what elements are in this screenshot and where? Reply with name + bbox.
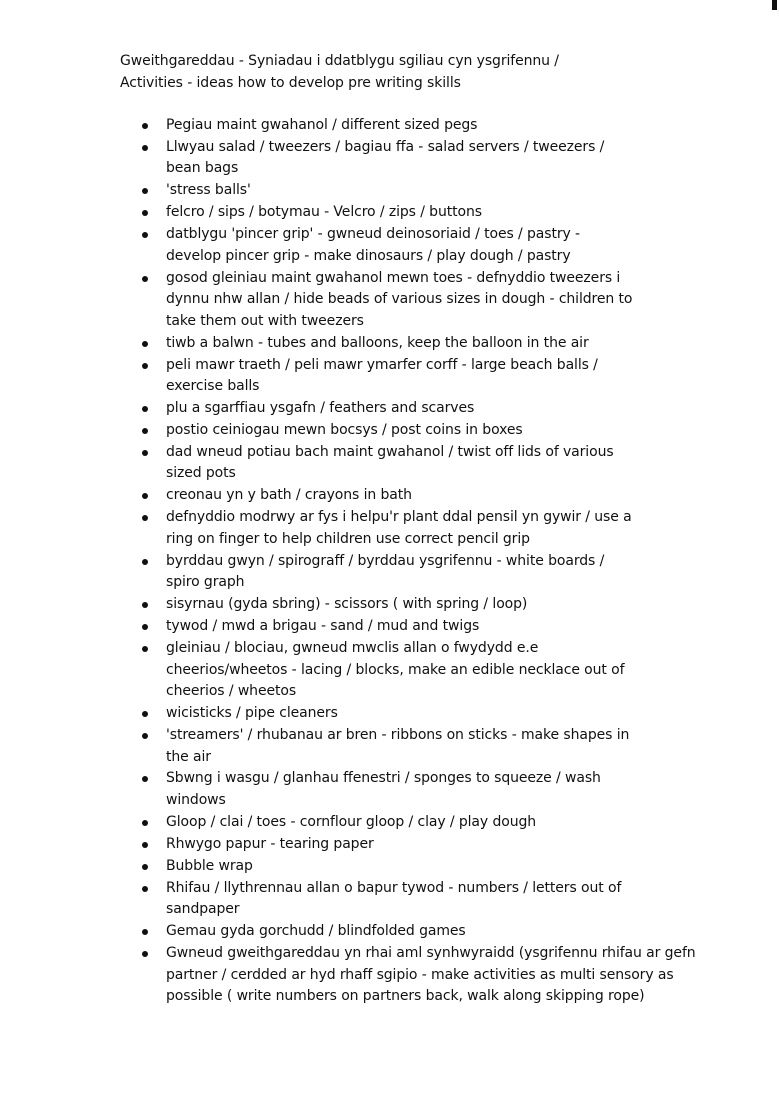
bullet-icon [142,951,148,957]
activity-list-item [138,268,728,333]
bullet-icon [142,493,148,499]
activity-text-line: wicisticks / pipe cleaners [166,705,338,722]
activity-text-line: exercise balls [166,378,260,395]
activity-text-line: postio ceiniogau mewn bocsys / post coins in boxes [166,421,523,438]
activity-text-line: bean bags [166,160,239,177]
activity-text-line: Llwyau salad / tweezers / bagiau ffa - salad servers / tweezers / [166,138,605,155]
activity-text-line: defnyddio modrwy ar fys i helpu'r plant ddal pensil yn gywir / use a [166,509,632,526]
bullet-icon [142,406,148,412]
bullet-icon [142,624,148,630]
activity-list-item [138,333,728,355]
activity-text-line: Rhwygo papur - tearing paper [166,835,374,852]
bullet-icon [142,646,148,652]
bullet-icon [142,711,148,717]
activity-list-item [138,355,728,398]
bullet-icon [142,602,148,608]
bullet-icon [142,145,148,151]
activity-text-line: gosod gleiniau maint gwahanol mewn toes - defnyddio tweezers i [166,269,621,286]
activity-list-item [138,420,728,442]
activity-list-item [138,943,728,1008]
activity-text-line: take them out with tweezers [166,312,364,329]
activity-list-item [138,180,728,202]
activity-text-line: tiwb a balwn - tubes and balloons, keep the balloon in the air [166,334,589,351]
activity-text-line: plu a sgarffiau ysgafn / feathers and scarves [166,400,475,417]
bullet-icon [142,341,148,347]
document-heading [120,50,740,94]
activity-list-item [138,725,728,768]
activity-list-item [138,137,728,180]
activity-text-line: gleiniau / blociau, gwneud mwclis allan o fwydydd e.e [166,640,539,656]
bullet-icon [142,363,148,369]
activity-text-line: sized pots [166,465,236,482]
activity-text-line: partner / cerdded ar hyd rhaff sgipio - make activities as multi sensory as [166,966,674,983]
activity-list-item [138,507,728,550]
bullet-icon [142,886,148,892]
bullet-icon [142,276,148,282]
activity-text-line: possible ( write numbers on partners back, walk along skipping rope) [166,988,645,1005]
activity-text-line: Gloop / clai / toes - cornflour gloop / clay / play dough [166,813,537,830]
activity-text-line: datblygu 'pincer grip' - gwneud deinosoriaid / toes / pastry - [166,226,580,243]
activity-text-line: 'streamers' / rhubanau ar bren - ribbons on sticks - make shapes in [166,726,630,743]
activity-list-item [138,224,728,267]
activity-text-line: Gwneud gweithgareddau yn rhai aml synhwyraidd (ysgrifennu rhifau ar gefn [166,944,696,961]
activity-text-line: sisyrnau (gyda sbring) - scissors ( with spring / loop) [166,596,528,613]
activity-text-line: 'stress balls' [166,182,251,199]
bullet-icon [142,864,148,870]
activity-text-line: Bubble wrap [166,857,253,874]
activity-list-item [138,202,728,224]
activity-list-item [138,594,728,616]
activity-list-item [138,856,728,878]
activity-list-item [138,878,728,921]
activity-text-line: Pegiau maint gwahanol / different sized pegs [166,117,478,133]
activity-text-line: byrddau gwyn / spirograff / byrddau ysgrifennu - white boards / [166,552,605,569]
activity-text-line: peli mawr traeth / peli mawr ymarfer corff - large beach balls / [166,356,598,373]
activity-text-line: spiro graph [166,574,245,591]
bullet-icon [142,559,148,565]
activity-list-item [138,551,728,594]
activity-text-line: cheerios / wheetos [166,683,297,700]
activity-list-item [138,768,728,811]
activity-list-item [138,398,728,420]
activity-list-item [138,812,728,834]
activity-list-item [138,921,728,943]
bullet-icon [142,515,148,521]
bullet-icon [142,929,148,935]
activity-list-item [138,616,728,638]
activity-text-line: ring on finger to help children use correct pencil grip [166,530,530,547]
activity-text-line: tywod / mwd a brigau - sand / mud and twigs [166,618,480,635]
activity-text-line: windows [166,792,226,809]
bullet-icon [142,450,148,456]
scan-edge-mark [772,0,777,10]
bullet-icon [142,210,148,216]
bullet-icon [142,123,148,129]
bullet-icon [142,842,148,848]
heading-line-english: Activities - ideas how to develop pre writing skills [120,75,461,91]
activity-text-line: creonau yn y bath / crayons in bath [166,487,412,504]
activity-text-line: the air [166,748,211,765]
bullet-icon [142,820,148,826]
activity-text-line: Sbwng i wasgu / glanhau ffenestri / sponges to squeeze / wash [166,770,601,787]
activity-list-item [138,638,728,703]
activity-text-line: cheerios/wheetos - lacing / blocks, make an edible necklace out of [166,661,625,678]
activity-text-line: sandpaper [166,901,240,918]
bullet-icon [142,776,148,782]
bullet-icon [142,733,148,739]
activity-list-item [138,115,728,137]
activity-list-item [138,485,728,507]
activity-text-line: develop pincer grip - make dinosaurs / play dough / pastry [166,247,571,264]
activity-text-line: dynnu nhw allan / hide beads of various sizes in dough - children to [166,291,633,308]
bullet-icon [142,232,148,238]
activity-text-line: Gemau gyda gorchudd / blindfolded games [166,923,466,940]
activity-list-item [138,834,728,856]
activity-list [138,115,728,1008]
activity-list-item [138,442,728,485]
bullet-icon [142,188,148,194]
activity-list-item [138,703,728,725]
activity-text-line: felcro / sips / botymau - Velcro / zips / buttons [166,204,482,221]
activity-text-line: Rhifau / llythrennau allan o bapur tywod - numbers / letters out of [166,879,622,896]
heading-line-welsh: Gweithgareddau - Syniadau i ddatblygu sgiliau cyn ysgrifennu / [120,53,559,69]
activity-text-line: dad wneud potiau bach maint gwahanol / twist off lids of various [166,443,614,460]
bullet-icon [142,428,148,434]
